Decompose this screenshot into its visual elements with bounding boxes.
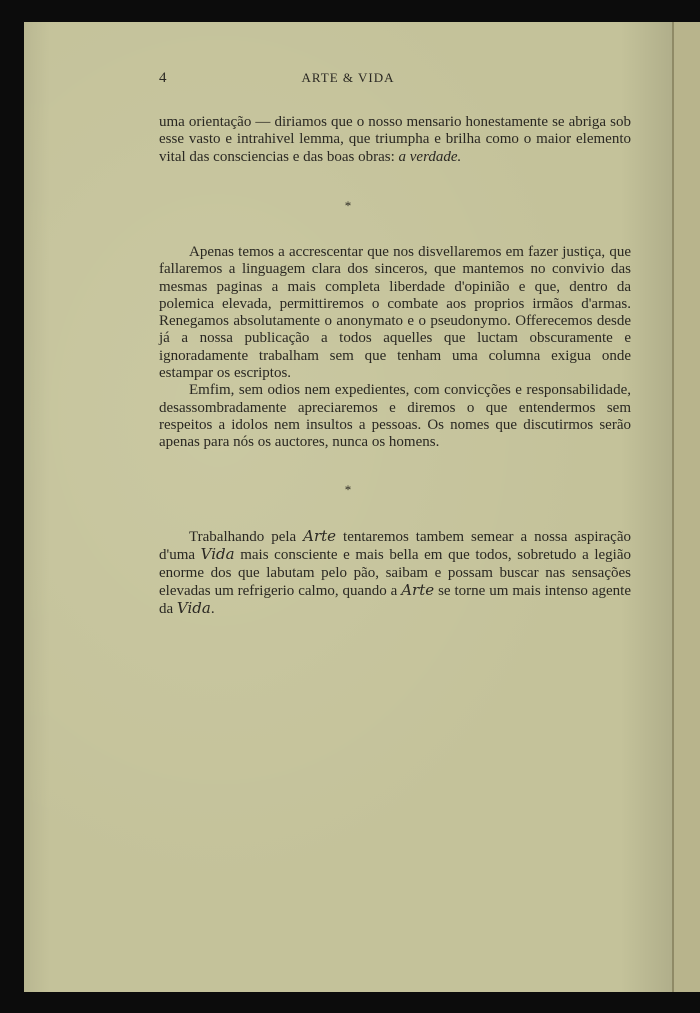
adjacent-page-edge: [672, 22, 700, 992]
paragraph-emfim: Emfim, sem odios nem expedientes, com convicções e responsabilidade, desassombradamente apreciaremos e diremos o que entendermos sem respeitos a idolos nem insultos a pessoas. Os nomes que discutirmos serão apenas para nós os auctores, nunca os homens.: [159, 382, 631, 451]
section-separator-1: *: [344, 198, 352, 213]
word-vida: Vida: [200, 545, 235, 564]
section-principles: [159, 244, 631, 452]
paragraph-principles: Apenas temos a accrescentar que nos disvellaremos em fazer justiça, que fallaremos a linguagem clara dos sinceros, que mantemos no convivio das mesmas paginas a mais completa liberdade d'opinião e que, dentro da polemica elevada, permittiremos o combate aos proprios irmãos d'armas. Renegamos absolutamente o anonymato e o pseudonymo. Offerecemos desde já a nossa publicação a todos aquelles que luctam obscuramente e ignoradamente trabalham sem que tenham uma columna exigua onde estampar os escriptos.: [159, 244, 631, 382]
paragraph-orientation-text: uma orientação — diriamos que o nosso mensario honestamente se abriga sob esse vasto e intrahivel lemma, que triumpha e brilha como o maior elemento vital das consciencias e das boas obras:: [159, 114, 631, 165]
page-number: 4: [159, 70, 167, 86]
paragraph-orientation: [159, 114, 631, 166]
word-arte: Arte: [401, 580, 435, 599]
section-aspiration: [159, 528, 631, 618]
paragraph-aspiration: Trabalhando pela Arte tentaremos tambem semear a nossa aspiração d'uma Vida mais consciente e mais bella em que todos, sobretudo a legião enorme dos que labutam pelo pão, saibam e possam buscar nas sensações elevadas um refrigerio calmo, quando a Arte se torne um mais intenso agente da Vida.: [159, 527, 632, 618]
word-vida: Vida: [176, 599, 211, 618]
running-title: ARTE & VIDA: [301, 70, 395, 85]
emphasis-verdade: a verdade.: [398, 148, 462, 165]
section-separator-2: *: [344, 482, 352, 497]
book-page: [24, 22, 672, 992]
word-arte: Arte: [303, 527, 337, 545]
